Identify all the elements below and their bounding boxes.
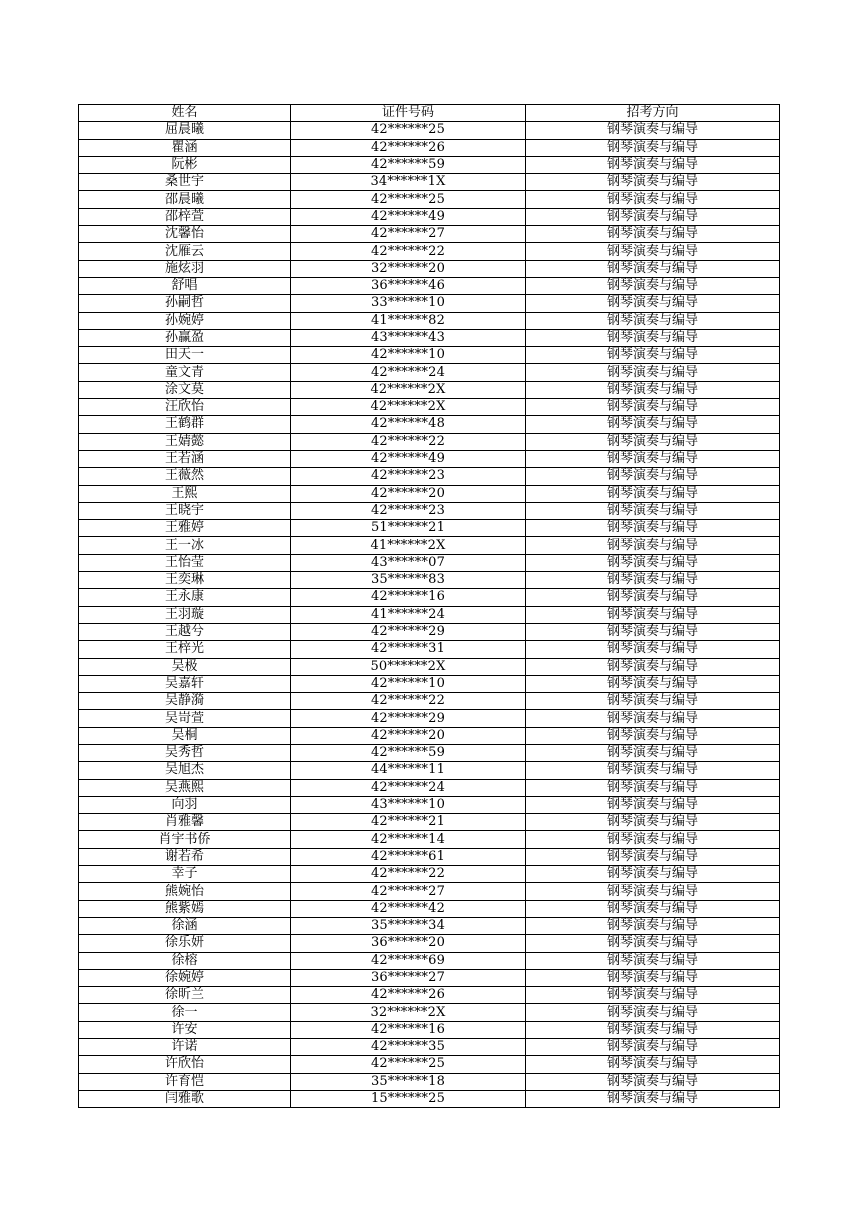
- cell-direction: 钢琴演奏与编导: [526, 243, 780, 260]
- cell-direction: 钢琴演奏与编导: [526, 727, 780, 744]
- cell-direction: 钢琴演奏与编导: [526, 156, 780, 173]
- table-row: [79, 554, 780, 571]
- table-row: [79, 606, 780, 623]
- cell-name: 屈晨曦: [79, 122, 291, 139]
- cell-direction: 钢琴演奏与编导: [526, 796, 780, 813]
- cell-direction: 钢琴演奏与编导: [526, 347, 780, 364]
- table-row: [79, 364, 780, 381]
- cell-id-number: 42******27: [291, 226, 526, 243]
- cell-id-number: 33******10: [291, 295, 526, 312]
- cell-direction: 钢琴演奏与编导: [526, 831, 780, 848]
- cell-direction: 钢琴演奏与编导: [526, 675, 780, 692]
- cell-id-number: 42******26: [291, 987, 526, 1004]
- cell-direction: 钢琴演奏与编导: [526, 572, 780, 589]
- cell-direction: 钢琴演奏与编导: [526, 1004, 780, 1021]
- cell-name: 王婧懿: [79, 433, 291, 450]
- header-name: 姓名: [79, 105, 291, 122]
- cell-name: 舒唱: [79, 277, 291, 294]
- cell-id-number: 42******16: [291, 1021, 526, 1038]
- cell-direction: 钢琴演奏与编导: [526, 1090, 780, 1107]
- cell-direction: 钢琴演奏与编导: [526, 1056, 780, 1073]
- table-row: [79, 952, 780, 969]
- cell-direction: 钢琴演奏与编导: [526, 416, 780, 433]
- table-row: [79, 295, 780, 312]
- cell-name: 肖宇书侨: [79, 831, 291, 848]
- table-row: [79, 347, 780, 364]
- cell-name: 王熙: [79, 485, 291, 502]
- cell-direction: 钢琴演奏与编导: [526, 693, 780, 710]
- cell-direction: 钢琴演奏与编导: [526, 1073, 780, 1090]
- cell-name: 许育恺: [79, 1073, 291, 1090]
- cell-direction: 钢琴演奏与编导: [526, 848, 780, 865]
- cell-direction: 钢琴演奏与编导: [526, 260, 780, 277]
- header-id-number: 证件号码: [291, 105, 526, 122]
- cell-id-number: 35******34: [291, 917, 526, 934]
- table-row: [79, 572, 780, 589]
- table-row: [79, 727, 780, 744]
- header-direction: 招考方向: [526, 105, 780, 122]
- cell-name: 许诺: [79, 1039, 291, 1056]
- cell-id-number: 42******20: [291, 485, 526, 502]
- table-row: [79, 987, 780, 1004]
- cell-name: 孙赢盈: [79, 329, 291, 346]
- cell-id-number: 42******29: [291, 710, 526, 727]
- cell-name: 孙婉婷: [79, 312, 291, 329]
- cell-name: 吴燕熙: [79, 779, 291, 796]
- cell-id-number: 42******42: [291, 900, 526, 917]
- cell-id-number: 42******21: [291, 814, 526, 831]
- cell-id-number: 42******59: [291, 156, 526, 173]
- cell-name: 邵梓萱: [79, 208, 291, 225]
- cell-id-number: 42******10: [291, 675, 526, 692]
- cell-id-number: 44******11: [291, 762, 526, 779]
- cell-id-number: 42******2X: [291, 399, 526, 416]
- cell-direction: 钢琴演奏与编导: [526, 433, 780, 450]
- table-row: [79, 831, 780, 848]
- cell-id-number: 42******23: [291, 468, 526, 485]
- cell-direction: 钢琴演奏与编导: [526, 606, 780, 623]
- cell-name: 王梓光: [79, 641, 291, 658]
- cell-id-number: 41******82: [291, 312, 526, 329]
- cell-direction: 钢琴演奏与编导: [526, 969, 780, 986]
- cell-direction: 钢琴演奏与编导: [526, 779, 780, 796]
- cell-name: 向羽: [79, 796, 291, 813]
- cell-name: 王羽璇: [79, 606, 291, 623]
- cell-name: 王一冰: [79, 537, 291, 554]
- cell-direction: 钢琴演奏与编导: [526, 623, 780, 640]
- cell-direction: 钢琴演奏与编导: [526, 814, 780, 831]
- table-row: [79, 433, 780, 450]
- cell-id-number: 35******83: [291, 572, 526, 589]
- cell-direction: 钢琴演奏与编导: [526, 917, 780, 934]
- roster-table: [78, 104, 780, 1108]
- cell-id-number: 42******25: [291, 122, 526, 139]
- cell-id-number: 41******2X: [291, 537, 526, 554]
- cell-direction: 钢琴演奏与编导: [526, 935, 780, 952]
- cell-direction: 钢琴演奏与编导: [526, 329, 780, 346]
- table-row: [79, 796, 780, 813]
- table-row: [79, 917, 780, 934]
- cell-name: 涂文莫: [79, 381, 291, 398]
- cell-id-number: 42******35: [291, 1039, 526, 1056]
- cell-id-number: 42******24: [291, 779, 526, 796]
- cell-direction: 钢琴演奏与编导: [526, 762, 780, 779]
- cell-name: 阮彬: [79, 156, 291, 173]
- cell-name: 瞿涵: [79, 139, 291, 156]
- table-row: [79, 156, 780, 173]
- cell-id-number: 42******61: [291, 848, 526, 865]
- cell-name: 施炫羽: [79, 260, 291, 277]
- cell-name: 吴嘉轩: [79, 675, 291, 692]
- cell-name: 王奕琳: [79, 572, 291, 589]
- cell-direction: 钢琴演奏与编导: [526, 520, 780, 537]
- table-row: [79, 208, 780, 225]
- cell-direction: 钢琴演奏与编导: [526, 900, 780, 917]
- table-header: [79, 105, 780, 122]
- table-row: [79, 468, 780, 485]
- cell-name: 沈雁云: [79, 243, 291, 260]
- cell-id-number: 42******22: [291, 693, 526, 710]
- table-row: [79, 1090, 780, 1107]
- cell-name: 王越兮: [79, 623, 291, 640]
- table-row: [79, 762, 780, 779]
- cell-name: 谢若希: [79, 848, 291, 865]
- cell-direction: 钢琴演奏与编导: [526, 364, 780, 381]
- cell-id-number: 50******2X: [291, 658, 526, 675]
- cell-name: 徐乐妍: [79, 935, 291, 952]
- cell-id-number: 42******25: [291, 191, 526, 208]
- cell-name: 吴桐: [79, 727, 291, 744]
- cell-id-number: 42******23: [291, 502, 526, 519]
- table-row: [79, 589, 780, 606]
- cell-name: 童文青: [79, 364, 291, 381]
- cell-name: 徐昕兰: [79, 987, 291, 1004]
- cell-name: 许欣怡: [79, 1056, 291, 1073]
- table-row: [79, 226, 780, 243]
- table-row: [79, 191, 780, 208]
- cell-name: 孙嗣哲: [79, 295, 291, 312]
- table-row: [79, 312, 780, 329]
- cell-name: 王薇然: [79, 468, 291, 485]
- cell-id-number: 42******16: [291, 589, 526, 606]
- cell-name: 熊紫嫣: [79, 900, 291, 917]
- cell-name: 吴岢萱: [79, 710, 291, 727]
- cell-direction: 钢琴演奏与编导: [526, 641, 780, 658]
- table-row: [79, 641, 780, 658]
- cell-direction: 钢琴演奏与编导: [526, 537, 780, 554]
- cell-direction: 钢琴演奏与编导: [526, 554, 780, 571]
- cell-id-number: 43******43: [291, 329, 526, 346]
- cell-name: 吴旭杰: [79, 762, 291, 779]
- cell-direction: 钢琴演奏与编导: [526, 987, 780, 1004]
- cell-id-number: 51******21: [291, 520, 526, 537]
- cell-direction: 钢琴演奏与编导: [526, 295, 780, 312]
- cell-direction: 钢琴演奏与编导: [526, 485, 780, 502]
- table-row: [79, 399, 780, 416]
- cell-name: 桑世宇: [79, 174, 291, 191]
- table-row: [79, 416, 780, 433]
- cell-name: 肖雅馨: [79, 814, 291, 831]
- cell-direction: 钢琴演奏与编导: [526, 381, 780, 398]
- cell-direction: 钢琴演奏与编导: [526, 277, 780, 294]
- cell-name: 许安: [79, 1021, 291, 1038]
- cell-id-number: 42******69: [291, 952, 526, 969]
- cell-direction: 钢琴演奏与编导: [526, 174, 780, 191]
- table-row: [79, 693, 780, 710]
- cell-id-number: 42******20: [291, 727, 526, 744]
- cell-direction: 钢琴演奏与编导: [526, 139, 780, 156]
- table-row: [79, 969, 780, 986]
- cell-name: 徐榕: [79, 952, 291, 969]
- cell-name: 王若涵: [79, 450, 291, 467]
- cell-direction: 钢琴演奏与编导: [526, 450, 780, 467]
- table-row: [79, 174, 780, 191]
- table-row: [79, 623, 780, 640]
- cell-name: 王鹤群: [79, 416, 291, 433]
- table-row: [79, 814, 780, 831]
- table-row: [79, 502, 780, 519]
- cell-id-number: 42******22: [291, 433, 526, 450]
- cell-id-number: 34******1X: [291, 174, 526, 191]
- table-row: [79, 779, 780, 796]
- cell-id-number: 42******29: [291, 623, 526, 640]
- table-row: [79, 139, 780, 156]
- cell-direction: 钢琴演奏与编导: [526, 866, 780, 883]
- cell-direction: 钢琴演奏与编导: [526, 883, 780, 900]
- cell-id-number: 15******25: [291, 1090, 526, 1107]
- cell-name: 吴极: [79, 658, 291, 675]
- cell-direction: 钢琴演奏与编导: [526, 502, 780, 519]
- table-row: [79, 329, 780, 346]
- cell-id-number: 36******20: [291, 935, 526, 952]
- table-row: [79, 485, 780, 502]
- table-row: [79, 675, 780, 692]
- cell-id-number: 35******18: [291, 1073, 526, 1090]
- cell-id-number: 42******24: [291, 364, 526, 381]
- cell-direction: 钢琴演奏与编导: [526, 1039, 780, 1056]
- cell-id-number: 42******49: [291, 208, 526, 225]
- cell-name: 田天一: [79, 347, 291, 364]
- cell-direction: 钢琴演奏与编导: [526, 1021, 780, 1038]
- header-row: [79, 105, 780, 122]
- cell-id-number: 36******27: [291, 969, 526, 986]
- cell-direction: 钢琴演奏与编导: [526, 589, 780, 606]
- cell-name: 闫雅歌: [79, 1090, 291, 1107]
- table-row: [79, 122, 780, 139]
- cell-name: 吴秀哲: [79, 744, 291, 761]
- cell-id-number: 43******07: [291, 554, 526, 571]
- cell-direction: 钢琴演奏与编导: [526, 191, 780, 208]
- table-body: [79, 122, 780, 1108]
- table-row: [79, 537, 780, 554]
- cell-id-number: 42******27: [291, 883, 526, 900]
- cell-id-number: 42******22: [291, 243, 526, 260]
- cell-direction: 钢琴演奏与编导: [526, 122, 780, 139]
- table-row: [79, 1039, 780, 1056]
- cell-id-number: 41******24: [291, 606, 526, 623]
- table-row: [79, 658, 780, 675]
- table-row: [79, 381, 780, 398]
- cell-id-number: 42******59: [291, 744, 526, 761]
- cell-id-number: 36******46: [291, 277, 526, 294]
- cell-name: 王雅婷: [79, 520, 291, 537]
- cell-id-number: 42******26: [291, 139, 526, 156]
- table-row: [79, 710, 780, 727]
- cell-name: 徐一: [79, 1004, 291, 1021]
- cell-direction: 钢琴演奏与编导: [526, 468, 780, 485]
- table-row: [79, 866, 780, 883]
- cell-direction: 钢琴演奏与编导: [526, 744, 780, 761]
- cell-direction: 钢琴演奏与编导: [526, 399, 780, 416]
- cell-name: 王怡莹: [79, 554, 291, 571]
- cell-direction: 钢琴演奏与编导: [526, 952, 780, 969]
- table-row: [79, 1004, 780, 1021]
- cell-id-number: 42******2X: [291, 381, 526, 398]
- cell-id-number: 32******2X: [291, 1004, 526, 1021]
- table-row: [79, 1056, 780, 1073]
- cell-id-number: 42******22: [291, 866, 526, 883]
- cell-id-number: 42******31: [291, 641, 526, 658]
- cell-name: 邵晨曦: [79, 191, 291, 208]
- table-row: [79, 1021, 780, 1038]
- table-row: [79, 450, 780, 467]
- cell-name: 徐婉婷: [79, 969, 291, 986]
- cell-name: 汪欣怡: [79, 399, 291, 416]
- cell-id-number: 42******25: [291, 1056, 526, 1073]
- table-row: [79, 848, 780, 865]
- cell-name: 幸子: [79, 866, 291, 883]
- cell-name: 沈馨怡: [79, 226, 291, 243]
- cell-id-number: 42******14: [291, 831, 526, 848]
- cell-name: 王晓宇: [79, 502, 291, 519]
- cell-id-number: 42******49: [291, 450, 526, 467]
- table-row: [79, 277, 780, 294]
- cell-direction: 钢琴演奏与编导: [526, 226, 780, 243]
- cell-direction: 钢琴演奏与编导: [526, 658, 780, 675]
- table-row: [79, 243, 780, 260]
- cell-name: 徐涵: [79, 917, 291, 934]
- cell-direction: 钢琴演奏与编导: [526, 710, 780, 727]
- table-row: [79, 935, 780, 952]
- cell-name: 王永康: [79, 589, 291, 606]
- cell-name: 吴静漪: [79, 693, 291, 710]
- cell-id-number: 42******10: [291, 347, 526, 364]
- table-row: [79, 900, 780, 917]
- table-row: [79, 1073, 780, 1090]
- table-row: [79, 883, 780, 900]
- table-row: [79, 744, 780, 761]
- table-row: [79, 260, 780, 277]
- table-row: [79, 520, 780, 537]
- cell-id-number: 43******10: [291, 796, 526, 813]
- cell-direction: 钢琴演奏与编导: [526, 208, 780, 225]
- cell-direction: 钢琴演奏与编导: [526, 312, 780, 329]
- cell-id-number: 32******20: [291, 260, 526, 277]
- cell-name: 熊婉怡: [79, 883, 291, 900]
- cell-id-number: 42******48: [291, 416, 526, 433]
